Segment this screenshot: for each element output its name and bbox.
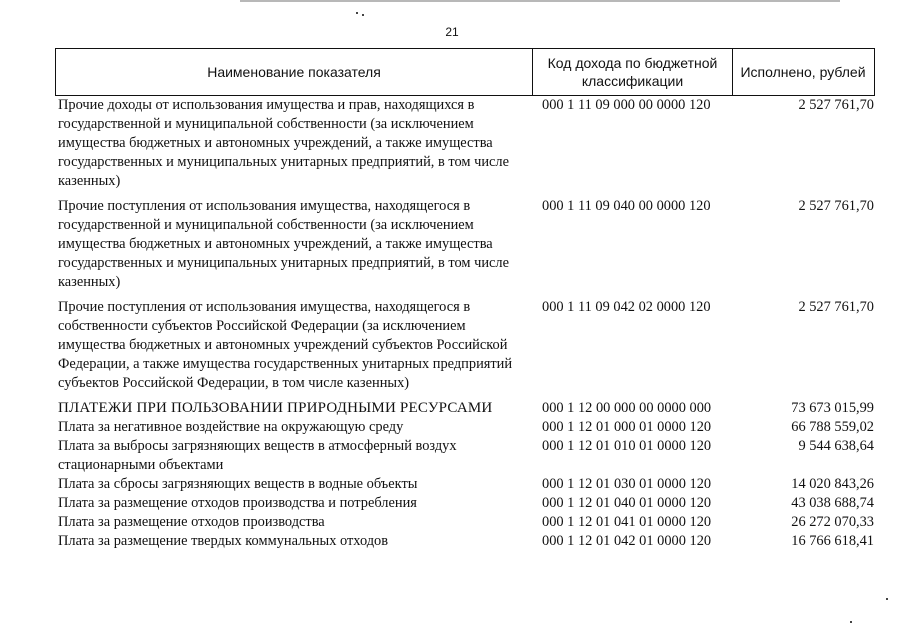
row-amount: 2 527 761,70 [798,299,874,315]
row-name: Плата за выбросы загрязняющих веществ в атмосферный воздух стационарными объектами [58,438,457,473]
row-amount: 73 673 015,99 [791,400,874,416]
row-code: 000 1 12 01 042 01 0000 120 [542,533,712,549]
header-name: Наименование показателя [56,49,533,95]
row-code: 000 1 12 01 040 01 0000 120 [542,495,712,511]
row-name: Плата за сбросы загрязняющих веществ в водные объекты [58,476,418,492]
table-row [58,418,876,437]
row-code: 000 1 12 01 030 01 0000 120 [542,476,712,492]
row-name: ПЛАТЕЖИ ПРИ ПОЛЬЗОВАНИИ ПРИРОДНЫМИ РЕСУРСАМИ [58,400,493,416]
scan-speck [850,621,852,623]
table-row [58,197,876,292]
row-name: Прочие доходы от использования имущества и прав, находящихся в государственной и муниципальной собственности (за исключением имущества бюджетных и автономных учреждений, а также имущества государственных и муниципальных унитарных предприятий, в том числе казенных) [58,97,509,189]
table-body [58,96,876,551]
table-header [55,48,875,96]
table-row [58,513,876,532]
header-code: Код дохода по бюджетной классификации [533,49,733,95]
table-row [58,96,876,191]
row-amount: 9 544 638,64 [798,438,874,454]
row-name: Плата за негативное воздействие на окружающую среду [58,419,404,435]
page-number: 21 [445,25,459,39]
table-row [58,494,876,513]
row-code: 000 1 12 00 000 00 0000 000 [542,400,712,416]
top-edge-rule [240,0,840,2]
row-name: Прочие поступления от использования имущества, находящегося в государственной и муниципальной собственности (за исключением имущества бюджетных и автономных учреждений, а также имущества государственных и муниципальных унитарных предприятий, в том числе казенных) [58,198,509,290]
row-amount: 26 272 070,33 [791,514,874,530]
table-row [58,298,876,393]
table-row [58,437,876,475]
row-name: Плата за размещение отходов производства [58,514,325,530]
row-code: 000 1 11 09 000 00 0000 120 [542,97,711,113]
row-code: 000 1 12 01 010 01 0000 120 [542,438,712,454]
row-code: 000 1 11 09 042 02 0000 120 [542,299,711,315]
row-name: Плата за размещение твердых коммунальных отходов [58,533,389,549]
row-amount: 43 038 688,74 [791,495,874,511]
table-row [58,475,876,494]
scan-speck [362,14,364,16]
row-amount: 16 766 618,41 [791,533,874,549]
scan-speck [886,598,888,600]
header-executed: Исполнено, рублей [740,64,866,80]
row-code: 000 1 11 09 040 00 0000 120 [542,198,711,214]
row-name: Прочие поступления от использования имущества, находящегося в собственности субъектов Российской Федерации (за исключением имущества бюджетных и автономных учреждений субъектов Российской Федерации, а также имущества государственных унитарных предприятий субъектов Российской Федерации, в том числе казенных) [58,299,513,391]
scan-speck [356,12,358,14]
table-row-section [58,399,876,418]
row-amount: 2 527 761,70 [798,97,874,113]
row-amount: 2 527 761,70 [798,198,874,214]
row-amount: 14 020 843,26 [791,476,874,492]
table-row [58,532,876,551]
row-amount: 66 788 559,02 [791,419,874,435]
row-code: 000 1 12 01 041 01 0000 120 [542,514,712,530]
row-name: Плата за размещение отходов производства и потребления [58,495,417,511]
row-code: 000 1 12 01 000 01 0000 120 [542,419,712,435]
